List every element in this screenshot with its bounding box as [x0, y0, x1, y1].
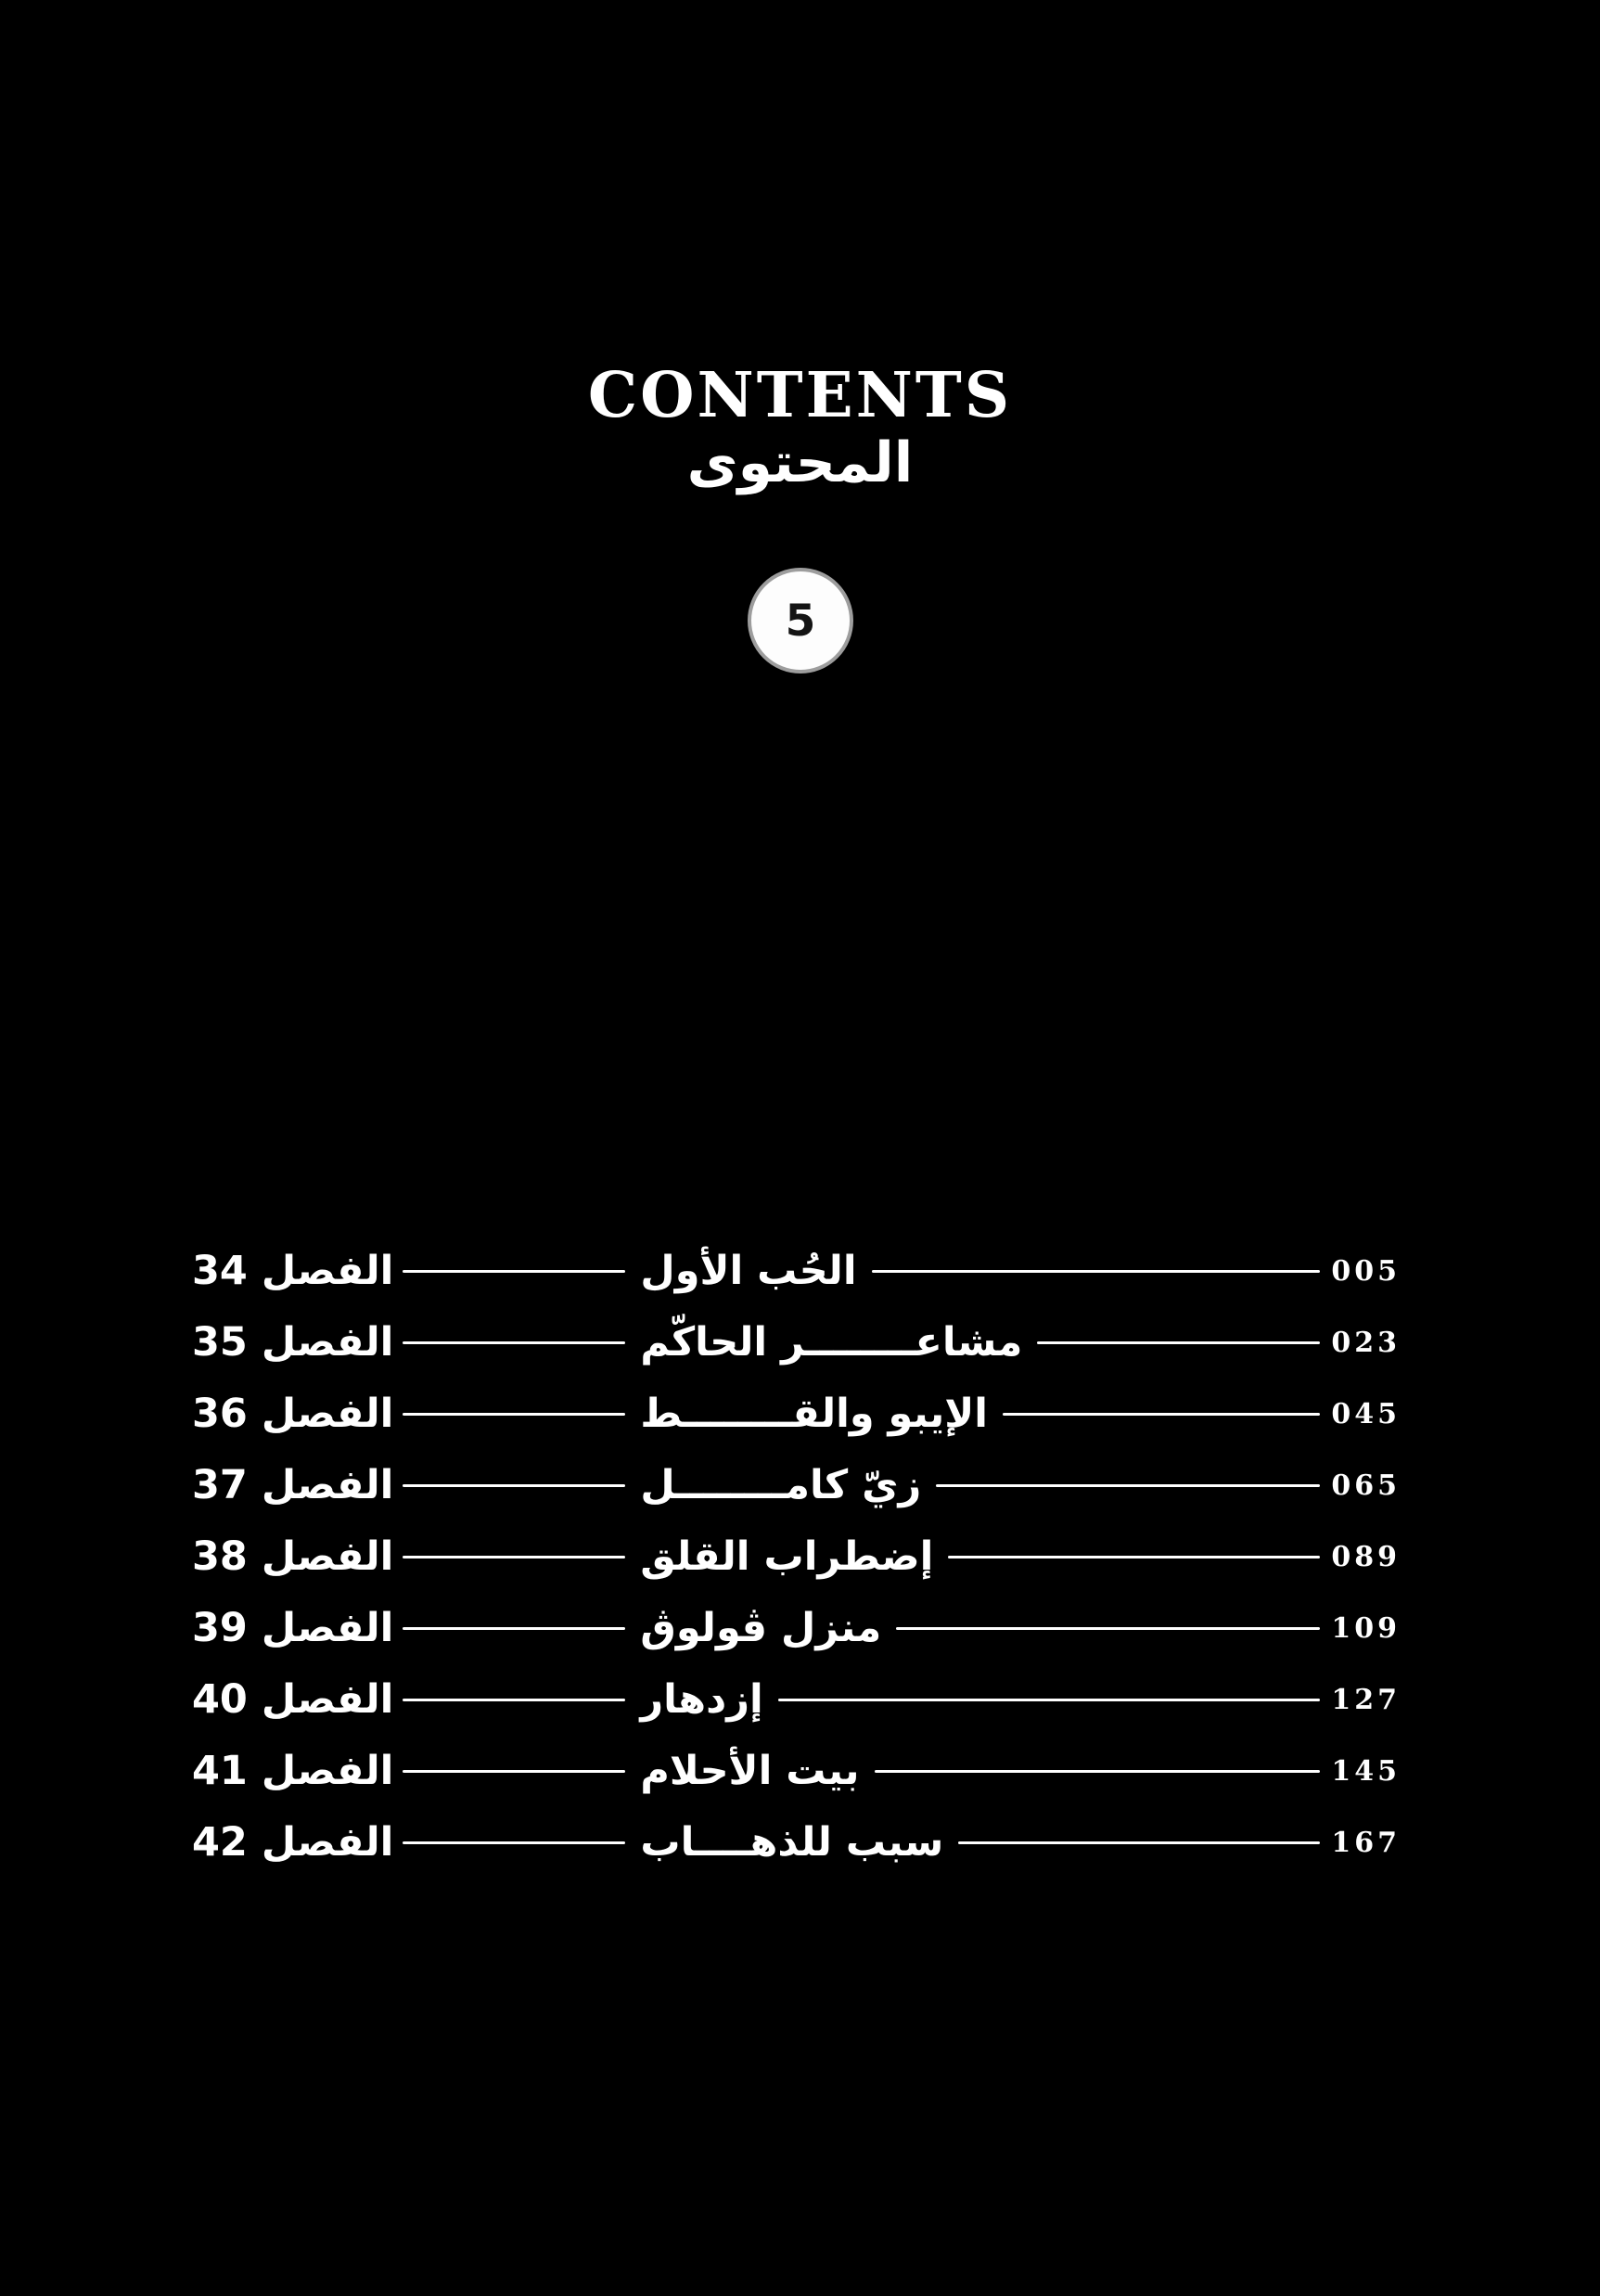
- leader-line: [403, 1841, 625, 1844]
- page-number: 005: [1331, 1255, 1401, 1288]
- leader-line: [403, 1627, 625, 1630]
- leader-line: [936, 1484, 1320, 1487]
- toc-row: [192, 1664, 1401, 1736]
- page-number: 127: [1331, 1684, 1401, 1716]
- chapter-title: الحُب الأول: [640, 1248, 857, 1294]
- page-number: 167: [1331, 1827, 1401, 1859]
- page-number: 089: [1331, 1541, 1401, 1573]
- leader-line: [403, 1413, 625, 1416]
- chapter-title: إضطراب القلق: [640, 1533, 934, 1580]
- leader-line: [403, 1484, 625, 1487]
- page-number: 109: [1331, 1612, 1401, 1645]
- toc-row: [192, 1736, 1401, 1807]
- page-number: 045: [1331, 1398, 1401, 1430]
- chapter-label: الفصل 36: [192, 1391, 394, 1437]
- page-number: 023: [1331, 1327, 1401, 1359]
- chapter-label: الفصل 41: [192, 1748, 394, 1794]
- chapter-title: سبب للذهــــاب: [640, 1819, 944, 1866]
- leader-line: [778, 1699, 1321, 1701]
- leader-line: [896, 1627, 1320, 1630]
- page-number: 145: [1331, 1755, 1401, 1788]
- leader-line: [403, 1556, 625, 1558]
- toc-row: [192, 1236, 1401, 1307]
- toc-row: [192, 1379, 1401, 1450]
- leader-line: [403, 1699, 625, 1701]
- toc-row: [192, 1807, 1401, 1879]
- toc-row: [192, 1593, 1401, 1664]
- chapter-label: الفصل 40: [192, 1676, 394, 1723]
- toc-row: [192, 1307, 1401, 1379]
- contents-title-ar: المحتوى: [686, 430, 914, 495]
- leader-line: [1037, 1341, 1320, 1344]
- chapter-label: الفصل 37: [192, 1462, 394, 1508]
- leader-line: [948, 1556, 1320, 1558]
- page-number: 065: [1331, 1469, 1401, 1502]
- chapter-label: الفصل 42: [192, 1819, 394, 1866]
- chapter-title: زيّ كامــــــــل: [640, 1462, 922, 1508]
- chapter-label: الفصل 34: [192, 1248, 394, 1294]
- leader-line: [403, 1770, 625, 1773]
- volume-number: 5: [785, 595, 816, 647]
- chapter-title: بيت الأحلام: [640, 1748, 860, 1794]
- volume-number-badge: [748, 568, 853, 673]
- leader-line: [1003, 1413, 1320, 1416]
- chapter-title: الإيبو والقــــــــط: [640, 1391, 988, 1437]
- toc-row: [192, 1521, 1401, 1593]
- chapter-title: منزل ڨولوڨ: [640, 1605, 882, 1651]
- page-header: [0, 358, 1600, 495]
- chapter-title: إزدهار: [640, 1676, 763, 1723]
- leader-line: [958, 1841, 1320, 1844]
- toc-row: [192, 1450, 1401, 1521]
- leader-line: [872, 1270, 1321, 1273]
- leader-line: [403, 1341, 625, 1344]
- table-of-contents: [192, 1236, 1401, 1879]
- contents-title-en: CONTENTS: [587, 358, 1013, 431]
- chapter-label: الفصل 39: [192, 1605, 394, 1651]
- leader-line: [875, 1770, 1321, 1773]
- chapter-label: الفصل 35: [192, 1319, 394, 1366]
- chapter-title: مشاعــــــــر الحاكّم: [640, 1319, 1023, 1366]
- leader-line: [403, 1270, 625, 1273]
- chapter-label: الفصل 38: [192, 1533, 394, 1580]
